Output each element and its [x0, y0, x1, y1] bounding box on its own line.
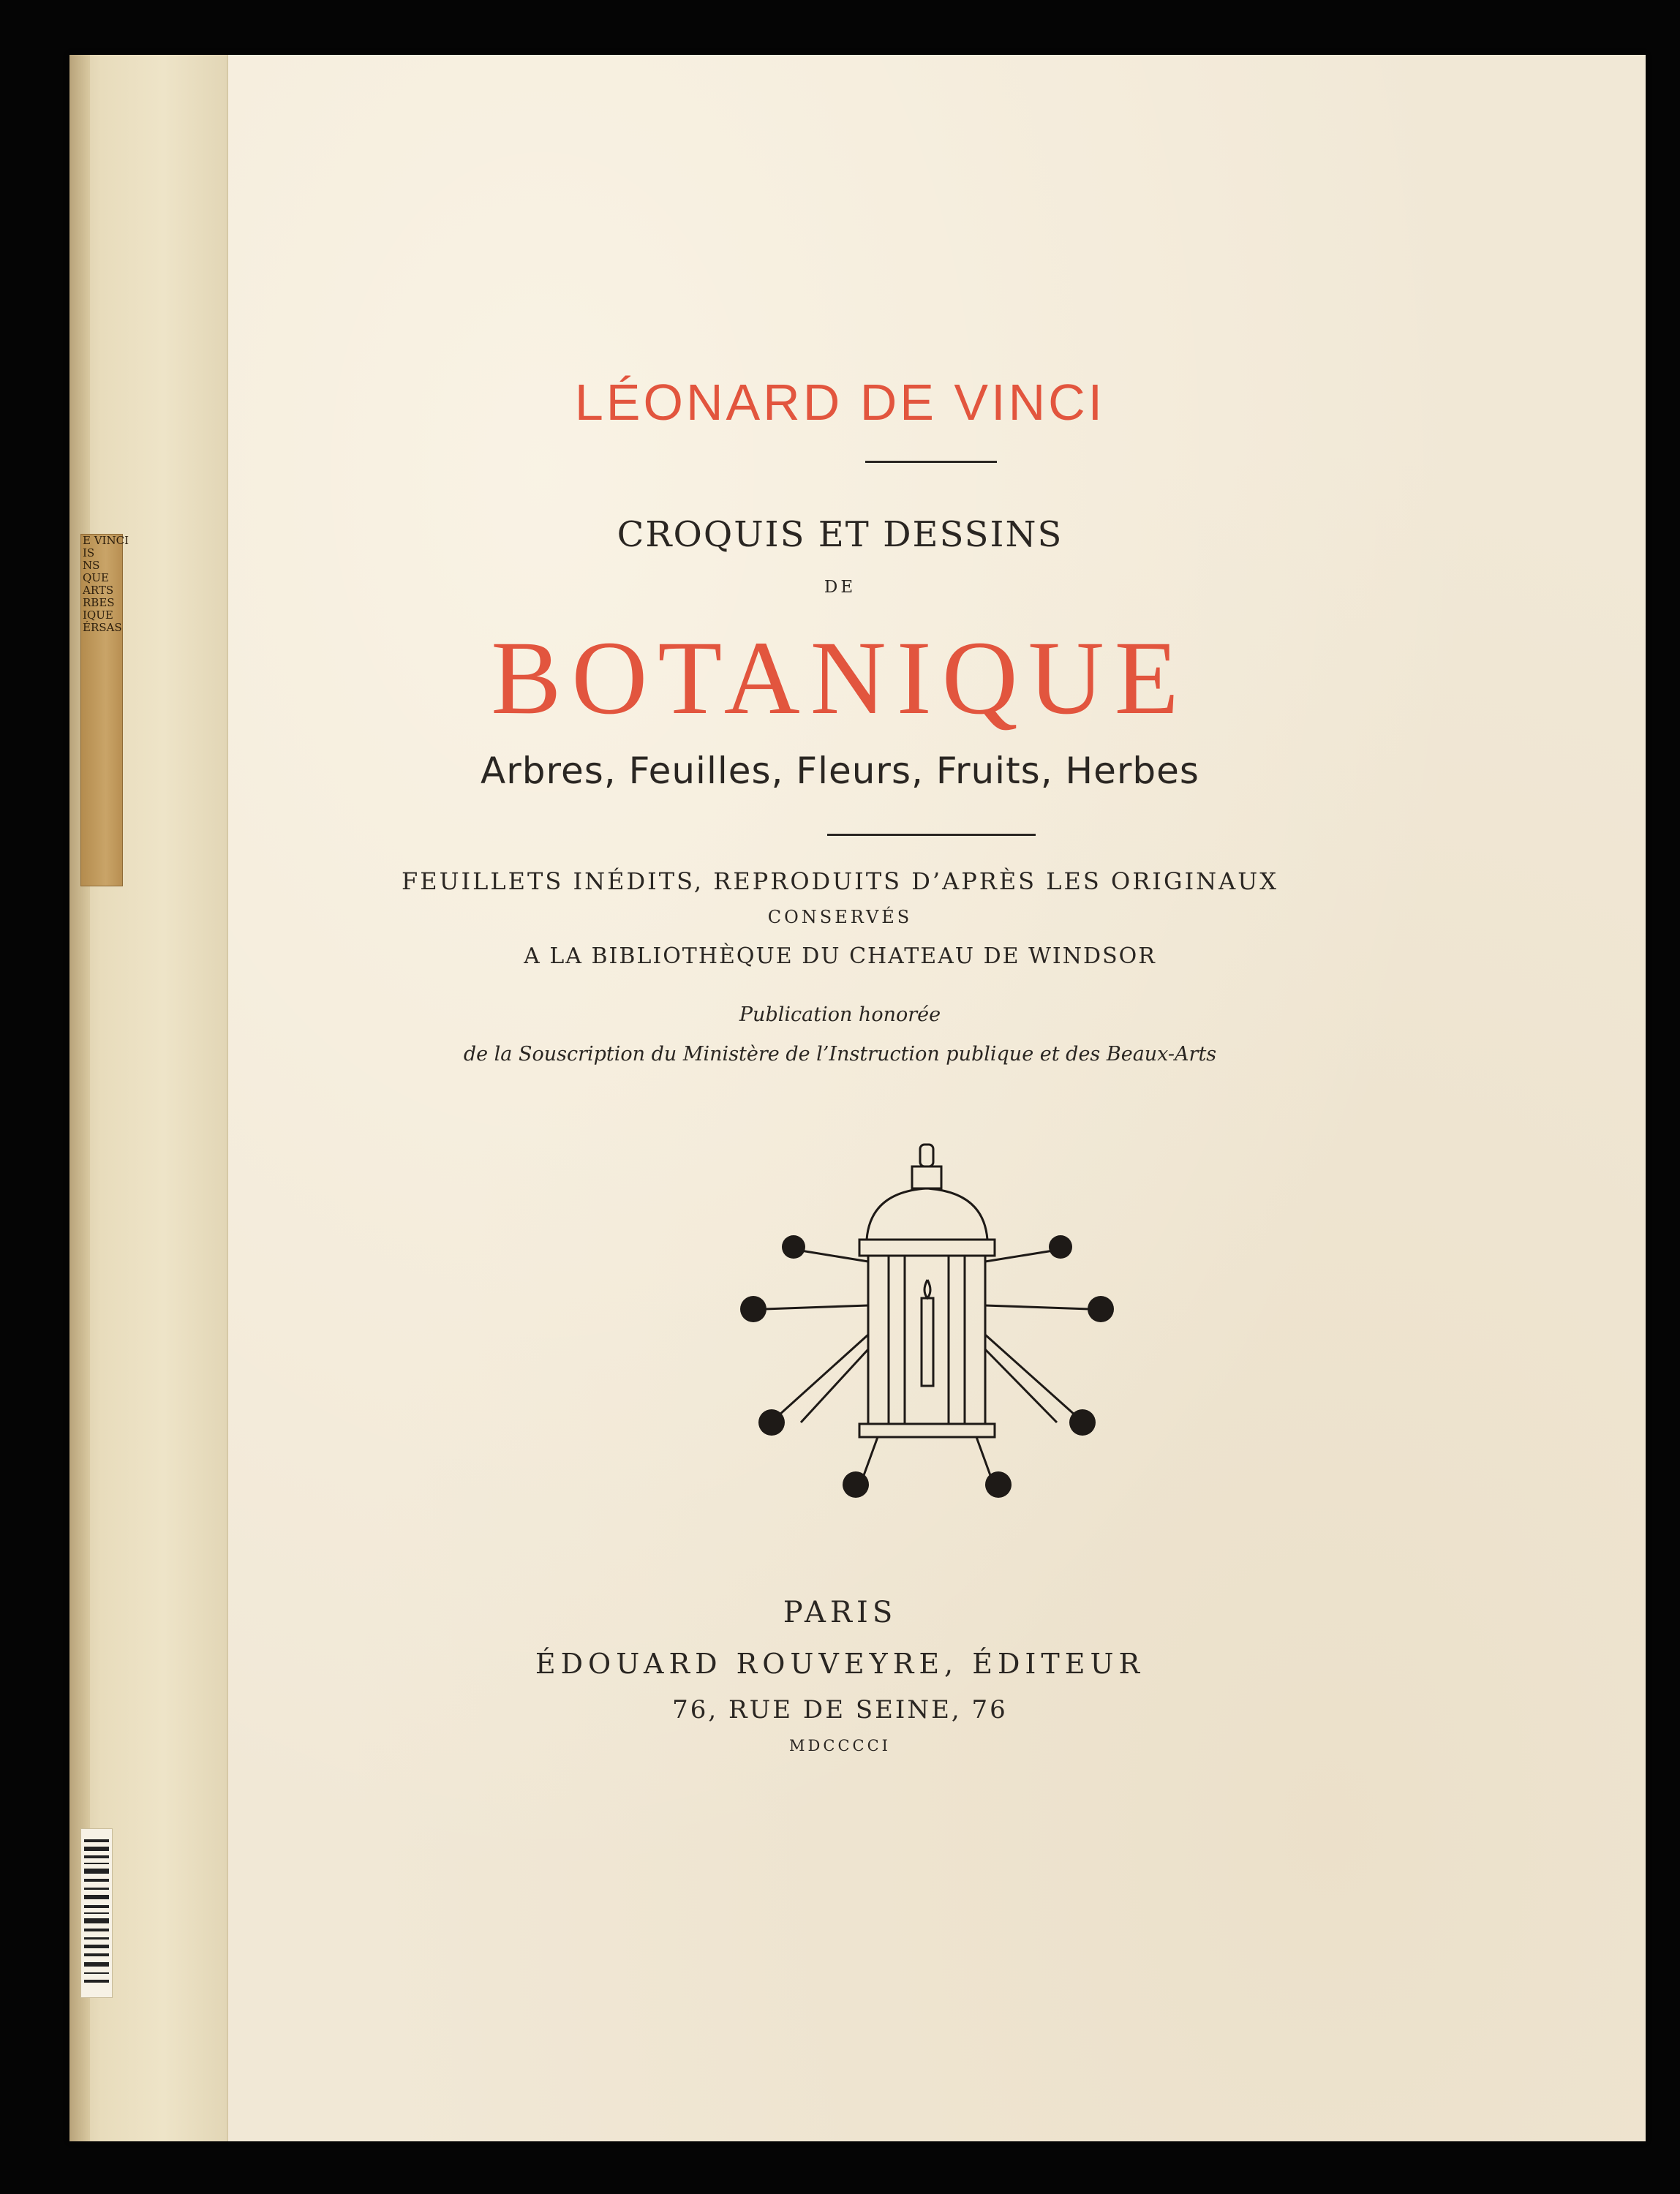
subtitle: Arbres, Feuilles, Fleurs, Fruits, Herbes	[481, 750, 1199, 792]
spine-label-line: NS	[83, 559, 100, 572]
spine-label-line: RBES	[83, 596, 115, 609]
spine-label-line: IS	[83, 546, 95, 559]
lantern-emblem-icon	[713, 1130, 1152, 1510]
description-line: CONSERVÉS	[767, 907, 913, 927]
publication-year: MDCCCCI	[789, 1737, 891, 1754]
book-cover	[69, 55, 1646, 2141]
description-line: A LA BIBLIOTHÈQUE DU CHATEAU DE WINDSOR	[524, 943, 1156, 969]
city: PARIS	[783, 1596, 897, 1629]
author-name: LÉONARD DE VINCI	[574, 374, 1106, 431]
publication-note: de la Souscription du Ministère de l’Instruction publique et des Beaux-Arts	[463, 1043, 1217, 1066]
main-title: BOTANIQUE	[491, 620, 1189, 736]
spine-label-line: ARTS	[83, 584, 114, 597]
spine-label-line: ÉRSAS	[83, 621, 122, 634]
title-line-de: DE	[824, 578, 856, 597]
spine-label-line: E VINCI	[83, 534, 129, 547]
spine-label-line: QUE	[83, 571, 109, 584]
publication-note: Publication honorée	[739, 1003, 941, 1026]
description-line: FEUILLETS INÉDITS, REPRODUITS D’APRÈS LES ORIGINAUX	[402, 867, 1278, 895]
divider-rule	[865, 461, 997, 463]
publisher: ÉDOUARD ROUVEYRE, ÉDITEUR	[535, 1648, 1145, 1680]
publisher-address: 76, RUE DE SEINE, 76	[672, 1695, 1008, 1724]
title-line-croquis: CROQUIS ET DESSINS	[617, 514, 1063, 555]
divider-rule	[827, 834, 1036, 836]
barcode-sticker	[80, 1828, 113, 1998]
spine-label-line: IQUE	[83, 608, 113, 622]
